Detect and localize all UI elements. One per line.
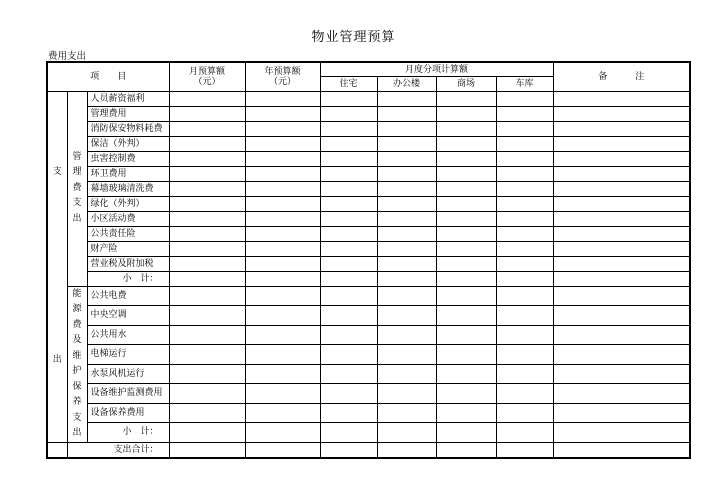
header-monthly-breakdown: 月度分项计算额 [320,62,553,77]
value-cell[interactable] [169,181,245,196]
value-cell[interactable] [377,226,436,241]
value-cell[interactable] [436,241,496,256]
value-cell[interactable] [320,286,377,306]
value-cell[interactable] [320,423,377,443]
value-cell[interactable] [245,226,320,241]
value-cell[interactable] [320,211,377,226]
value-cell[interactable] [169,325,245,345]
table-row [47,325,690,345]
item-label: 公共用水 [87,325,169,345]
header-monthly-budget: 月预算额 （元） [169,62,245,91]
value-cell[interactable] [553,121,690,136]
value-cell[interactable] [496,403,553,423]
value-cell[interactable] [377,106,436,121]
value-cell[interactable] [436,423,496,443]
item-label: 公共责任险 [87,226,169,241]
table-row [47,151,690,166]
value-cell[interactable] [245,286,320,306]
value-cell[interactable] [169,384,245,404]
value-cell[interactable] [496,166,553,181]
header-annual-budget: 年预算额 （元） [245,62,320,91]
value-cell[interactable] [436,442,496,458]
value-cell[interactable] [377,442,436,458]
header-notes: 备注 [553,62,690,91]
subtotal-row [47,423,690,443]
value-cell[interactable] [320,256,377,271]
value-cell[interactable] [496,442,553,458]
value-cell[interactable] [436,403,496,423]
table-row [47,181,690,196]
value-cell[interactable] [496,325,553,345]
table-row [47,226,690,241]
value-cell[interactable] [496,423,553,443]
value-cell[interactable] [436,325,496,345]
value-cell[interactable] [169,364,245,384]
value-cell[interactable] [553,166,690,181]
table-body [47,91,690,458]
section-label: 费用支出 [48,51,87,62]
value-cell[interactable] [169,256,245,271]
value-cell[interactable] [377,151,436,166]
table-row [47,211,690,226]
value-cell[interactable] [436,226,496,241]
table-row [47,136,690,151]
header-residential: 住宅 [320,77,377,92]
grand-total-row [47,442,690,458]
value-cell[interactable] [245,271,320,286]
value-cell[interactable] [436,91,496,106]
value-cell[interactable] [377,423,436,443]
item-label: 虫害控制费 [87,151,169,166]
value-cell[interactable] [245,106,320,121]
value-cell[interactable] [377,166,436,181]
value-cell[interactable] [245,442,320,458]
value-cell[interactable] [377,256,436,271]
value-cell[interactable] [496,271,553,286]
value-cell[interactable] [553,106,690,121]
value-cell[interactable] [496,226,553,241]
table-row [47,384,690,404]
value-cell[interactable] [169,196,245,211]
value-cell[interactable] [436,286,496,306]
table-row [47,364,690,384]
grand-total-blank [47,442,67,458]
table-row [47,306,690,326]
table-row [47,91,690,106]
value-cell[interactable] [377,325,436,345]
value-cell[interactable] [377,196,436,211]
value-cell[interactable] [436,166,496,181]
value-cell[interactable] [436,211,496,226]
outer-category: 支 出 [47,91,67,442]
value-cell[interactable] [553,384,690,404]
value-cell[interactable] [436,364,496,384]
value-cell[interactable] [169,106,245,121]
value-cell[interactable] [169,286,245,306]
item-label: 电梯运行 [87,345,169,365]
value-cell[interactable] [496,121,553,136]
value-cell[interactable] [245,384,320,404]
value-cell[interactable] [553,91,690,106]
table-row [47,286,690,306]
value-cell[interactable] [245,306,320,326]
item-label: 公共电费 [87,286,169,306]
value-cell[interactable] [169,226,245,241]
value-cell[interactable] [377,286,436,306]
value-cell[interactable] [169,136,245,151]
value-cell[interactable] [377,306,436,326]
header-garage: 车库 [496,77,553,92]
value-cell[interactable] [377,403,436,423]
item-label: 保洁（外判） [87,136,169,151]
value-cell[interactable] [553,226,690,241]
value-cell[interactable] [377,345,436,365]
header-items: 项目 [47,62,169,91]
value-cell[interactable] [377,271,436,286]
value-cell[interactable] [320,364,377,384]
value-cell[interactable] [436,306,496,326]
item-label: 人员薪资福利 [87,91,169,106]
value-cell[interactable] [320,306,377,326]
value-cell[interactable] [496,241,553,256]
value-cell[interactable] [496,256,553,271]
value-cell[interactable] [436,384,496,404]
value-cell[interactable] [169,423,245,443]
value-cell[interactable] [553,151,690,166]
value-cell[interactable] [496,384,553,404]
value-cell[interactable] [320,181,377,196]
value-cell[interactable] [553,325,690,345]
table-row [47,345,690,365]
table-row [47,121,690,136]
value-cell[interactable] [436,345,496,365]
value-cell[interactable] [436,271,496,286]
value-cell[interactable] [245,196,320,211]
header-mall: 商场 [436,77,496,92]
value-cell[interactable] [320,271,377,286]
item-label: 营业税及附加税 [87,256,169,271]
value-cell[interactable] [496,136,553,151]
value-cell[interactable] [320,196,377,211]
item-label: 中央空调 [87,306,169,326]
value-cell[interactable] [553,442,690,458]
item-label: 设备维护监测费用 [87,384,169,404]
value-cell[interactable] [320,106,377,121]
item-label: 绿化（外判） [87,196,169,211]
item-label: 幕墙玻璃清洗费 [87,181,169,196]
value-cell[interactable] [320,403,377,423]
value-cell[interactable] [169,91,245,106]
page-title: 物业管理预算 [311,30,396,45]
budget-table [46,61,691,459]
value-cell[interactable] [436,121,496,136]
value-cell[interactable] [320,136,377,151]
value-cell[interactable] [553,211,690,226]
value-cell[interactable] [169,345,245,365]
table-row [47,166,690,181]
value-cell[interactable] [553,403,690,423]
value-cell[interactable] [245,166,320,181]
value-cell[interactable] [169,442,245,458]
value-cell[interactable] [320,91,377,106]
value-cell[interactable] [320,384,377,404]
value-cell[interactable] [553,271,690,286]
value-cell[interactable] [377,211,436,226]
value-cell[interactable] [245,241,320,256]
value-cell[interactable] [436,151,496,166]
value-cell[interactable] [377,136,436,151]
value-cell[interactable] [320,226,377,241]
value-cell[interactable] [245,325,320,345]
table-row [47,403,690,423]
item-label: 财产险 [87,241,169,256]
value-cell[interactable] [245,181,320,196]
value-cell[interactable] [320,345,377,365]
value-cell[interactable] [245,423,320,443]
value-cell[interactable] [553,256,690,271]
value-cell[interactable] [169,306,245,326]
value-cell[interactable] [245,211,320,226]
item-label: 管理费用 [87,106,169,121]
value-cell[interactable] [553,136,690,151]
value-cell[interactable] [169,241,245,256]
value-cell[interactable] [245,136,320,151]
value-cell[interactable] [553,196,690,211]
value-cell[interactable] [320,166,377,181]
value-cell[interactable] [320,325,377,345]
value-cell[interactable] [377,241,436,256]
category-label: 能 源 费 及 维 护 保 养 支 出 [67,286,87,442]
category-label: 管 理 费 支 出 [67,91,87,286]
value-cell[interactable] [245,364,320,384]
value-cell[interactable] [496,306,553,326]
value-cell[interactable] [553,181,690,196]
table-row [47,196,690,211]
value-cell[interactable] [245,345,320,365]
item-label: 消防保安物料耗费 [87,121,169,136]
subtotal-row [47,271,690,286]
value-cell[interactable] [320,442,377,458]
value-cell[interactable] [245,403,320,423]
grand-total-label: 支出合计： [67,442,169,458]
table-row [47,241,690,256]
header-office: 办公楼 [377,77,436,92]
value-cell[interactable] [496,106,553,121]
value-cell[interactable] [496,151,553,166]
value-cell[interactable] [496,345,553,365]
value-cell[interactable] [496,364,553,384]
value-cell[interactable] [169,211,245,226]
item-label: 环卫费用 [87,166,169,181]
value-cell[interactable] [436,181,496,196]
value-cell[interactable] [436,106,496,121]
value-cell[interactable] [553,286,690,306]
item-label: 小区活动费 [87,211,169,226]
value-cell[interactable] [436,196,496,211]
value-cell[interactable] [496,181,553,196]
value-cell[interactable] [377,121,436,136]
value-cell[interactable] [377,181,436,196]
value-cell[interactable] [377,384,436,404]
value-cell[interactable] [245,91,320,106]
item-label: 水泵风机运行 [87,364,169,384]
value-cell[interactable] [436,256,496,271]
value-cell[interactable] [553,241,690,256]
subtotal-label: 小 计： [87,271,169,286]
value-cell[interactable] [496,286,553,306]
value-cell[interactable] [169,403,245,423]
value-cell[interactable] [169,271,245,286]
value-cell[interactable] [496,211,553,226]
value-cell[interactable] [169,166,245,181]
table-row [47,106,690,121]
value-cell[interactable] [377,91,436,106]
value-cell[interactable] [245,151,320,166]
value-cell[interactable] [169,121,245,136]
value-cell[interactable] [436,136,496,151]
subtotal-label: 小 计： [87,423,169,443]
item-label: 设备保养费用 [87,403,169,423]
value-cell[interactable] [553,345,690,365]
table-row [47,256,690,271]
value-cell[interactable] [496,196,553,211]
value-cell[interactable] [496,91,553,106]
value-cell[interactable] [320,121,377,136]
value-cell[interactable] [320,241,377,256]
value-cell[interactable] [553,423,690,443]
value-cell[interactable] [169,151,245,166]
value-cell[interactable] [245,256,320,271]
value-cell[interactable] [320,151,377,166]
value-cell[interactable] [553,364,690,384]
value-cell[interactable] [553,306,690,326]
value-cell[interactable] [377,364,436,384]
value-cell[interactable] [245,121,320,136]
